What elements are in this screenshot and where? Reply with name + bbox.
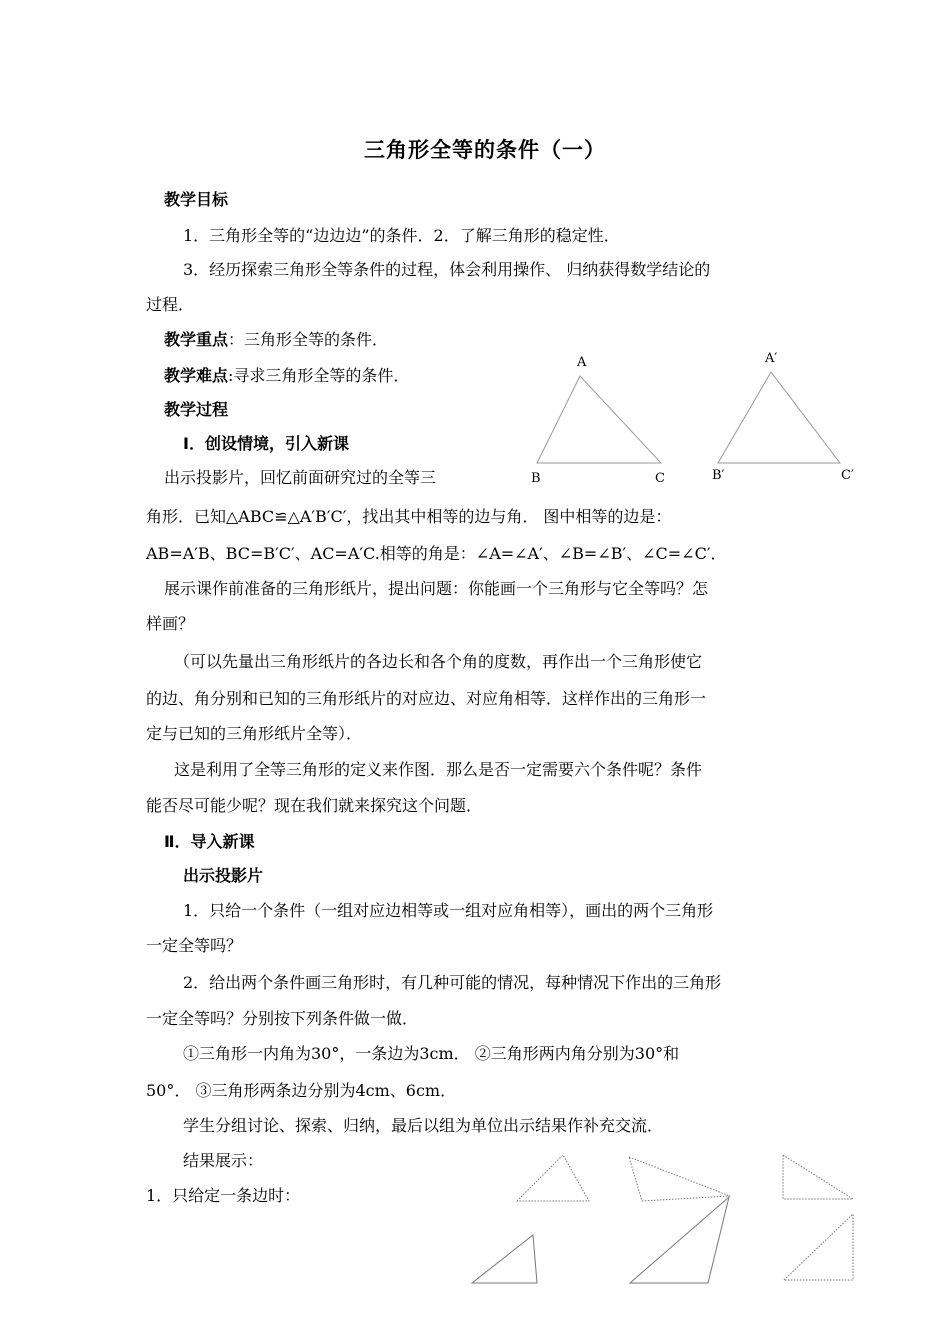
result-triangle bbox=[784, 1214, 853, 1280]
question-line: 一定全等吗？分别按下列条件做一做． bbox=[146, 1009, 419, 1028]
triangle-abc-prime bbox=[718, 372, 840, 463]
paragraph-line: 的边、角分别和已知的三角形纸片的对应边、对应角相等．这样作出的三角形一 bbox=[146, 689, 707, 708]
goals-heading: 教学目标 bbox=[164, 190, 229, 209]
condition-line: ①三角形一内角为30°，一条边为3cm． ②三角形两内角分别为30°和 bbox=[183, 1044, 680, 1063]
result-triangle bbox=[517, 1155, 589, 1201]
condition-line: 50°． ③三角形两条边分别为4cm、6cm． bbox=[146, 1081, 457, 1100]
question-line: 1．只给一个条件（一组对应边相等或一组对应角相等），画出的两个三角形 bbox=[183, 901, 714, 920]
key-point-text: ：三角形全等的条件． bbox=[228, 330, 389, 349]
process-heading: 教学过程 bbox=[164, 400, 229, 419]
section1-heading: Ⅰ．创设情境，引入新课 bbox=[183, 434, 349, 453]
paragraph-line: 能否尽可能少呢？现在我们就来探究这个问题． bbox=[146, 796, 483, 815]
difficulty-text: :寻求三角形全等的条件． bbox=[228, 366, 410, 385]
discussion-line: 学生分组讨论、探索、归纳，最后以组为单位出示结果作补充交流． bbox=[183, 1116, 664, 1135]
goal-line: 过程． bbox=[146, 295, 195, 314]
difficulty-label: 教学难点 bbox=[164, 366, 229, 385]
paragraph-line: 角形．已知△ABC≌△A′B′C′，找出其中相等的边与角． 图中相等的边是： bbox=[146, 507, 672, 526]
key-point-label: 教学重点 bbox=[164, 330, 229, 349]
result-triangle bbox=[783, 1155, 853, 1199]
page-title: 三角形全等的条件（一） bbox=[364, 138, 606, 162]
paragraph-line: AB=A′B、BC=B′C′、AC=A′C.相等的角是：∠A=∠A′、∠B=∠B′、∠C=∠C′． bbox=[146, 544, 727, 563]
vertex-label-a: A bbox=[577, 355, 587, 370]
vertex-label-b-prime: B′ bbox=[712, 468, 725, 483]
goal-line: 3．经历探索三角形全等条件的过程，体会利用操作、 归纳获得数学结论的 bbox=[183, 260, 711, 279]
question-line: 2．给出两个条件画三角形时，有几种可能的情况，每种情况下作出的三角形 bbox=[183, 973, 722, 992]
result-triangle bbox=[630, 1197, 729, 1283]
triangle-abc bbox=[537, 376, 661, 463]
vertex-label-c-prime: C′ bbox=[841, 468, 854, 483]
paragraph-line: 定与已知的三角形纸片全等）． bbox=[146, 724, 363, 743]
paragraph-line: （可以先量出三角形纸片的各边长和各个角的度数，再作出一个三角形使它 bbox=[174, 652, 703, 671]
paragraph-line: 出示投影片，回忆前面研究过的全等三 bbox=[164, 468, 437, 487]
question-line: 一定全等吗？ bbox=[146, 936, 243, 955]
results-heading: 结果展示： bbox=[183, 1151, 264, 1170]
goal-line: 1．三角形全等的“边边边”的条件．2．了解三角形的稳定性． bbox=[183, 226, 620, 245]
vertex-label-c: C bbox=[655, 471, 665, 486]
paragraph-line: 展示课作前准备的三角形纸片，提出问题：你能画一个三角形与它全等吗？怎 bbox=[164, 579, 709, 598]
projector-heading: 出示投影片 bbox=[183, 866, 264, 885]
result-triangle bbox=[472, 1235, 537, 1283]
paragraph-line: 样画？ bbox=[146, 614, 195, 633]
case-one-line: 1．只给定一条边时： bbox=[146, 1186, 301, 1205]
result-triangle bbox=[629, 1157, 730, 1201]
vertex-label-a-prime: A′ bbox=[765, 351, 778, 366]
paragraph-line: 这是利用了全等三角形的定义来作图．那么是否一定需要六个条件呢？条件 bbox=[174, 760, 703, 779]
section2-heading: Ⅱ．导入新课 bbox=[164, 832, 255, 851]
vertex-label-b: B bbox=[531, 471, 541, 486]
